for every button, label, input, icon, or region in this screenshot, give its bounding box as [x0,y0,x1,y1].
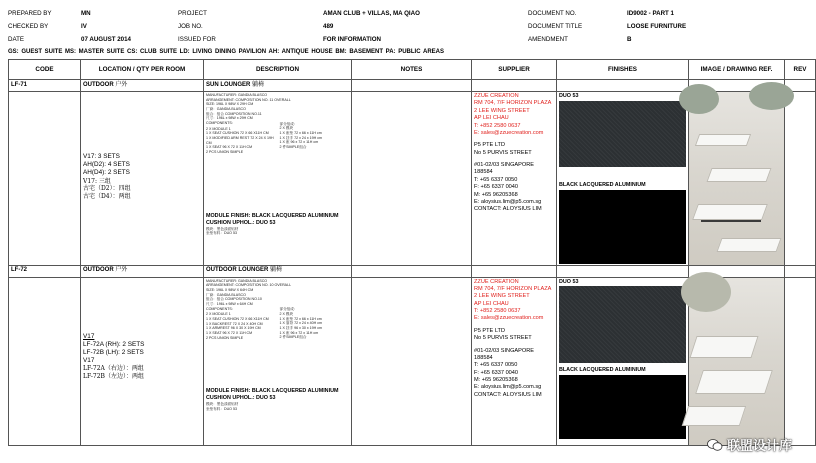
col-header-rev: REV [785,60,816,80]
item-title: OUTDOOR LOUNGER 躺椅 [204,265,352,277]
item-detail-row [9,92,816,266]
aluminium-swatch [559,190,686,264]
date-label: DATE [8,36,25,43]
item-title: SUN LOUNGER 躺椅 [204,80,352,92]
cushion-upholstery: CUSHION UPHOL.: DUO 53 [206,219,276,226]
fabric-swatch [559,286,686,363]
date-value: 07 AUGUST 2014 [81,36,131,43]
item-detail-row [9,277,816,445]
project-value: AMAN CLUB + VILLAS, MA QIAO [323,10,420,17]
item-notes [352,277,472,445]
aluminium-swatch [559,375,686,439]
col-header-location: LOCATION / QTY PER ROOM [81,60,204,80]
outdoor-lounger-photo [689,278,784,445]
module-finish: MODULE FINISH: BLACK LACQUERED ALUMINIUM [206,212,339,219]
item-qty: V17 LF-72A (RH): 2 SETS LF-72B (LH): 2 SETS V17 LF-72A（右边）：两组 LF-72B（左边）：两组 [81,277,204,445]
checked-by-label: CHECKED BY [8,23,49,30]
item-qty: V17: 3 SETS AH(D2): 4 SETS AH(D4): 2 SETS V17: 三组 古宅（D2）：四组 古宅（D4）：两组 [81,92,204,266]
module-finish: MODULE FINISH: BLACK LACQUERED ALUMINIUM [206,388,339,395]
item-description: MANUFACTURER: GANDIA BLASCO ARRANGEMENT: COMPOSITION NO. 10 OVERALL SIZE: 196L X 98W X 64H CM 厂商：GANDIA BLASCO 组合：组合 COMPOSITION NO.10 尺寸：196L x 98W x 64H CM COMPONENTS: 2 X MODULE 1 1 X SEAT CUSHION 72 X 66 X11H CM 1 X BACKREST 72 X 24 X 40H CM 1 X ARMREST 96 X 30 X 19H CM 1 X SEAT 96 X 72 X 11H CM 2 PCS UNION SIMPLE 部分组成: 2 X 模块 1 X 座垫 72 x 66 x 11H cm 1 X 靠背 72 x 24 x 40H cm 1 X 扶手 96 x 30 x 19H cm 1 X 座 96 x 72 x 11H cm 2 件SIMPLE组合 MODULE FINISH: BLACK LACQUERED ALUMINIUM CUSHION UPHOL.: DUO 53 模块：黑色漆面铝材 坐垫布料：DUO 53 [204,277,352,445]
item-location: OUTDOOR 户外 [81,80,204,92]
document-title-label: DOCUMENT TITLE [528,23,583,30]
amendment-value: B [627,36,632,43]
item-notes [352,92,472,266]
document-title-value: LOOSE FURNITURE [627,23,687,30]
watermark-text: 联盟设计库 [726,438,792,453]
checked-by-value: IV [81,23,87,30]
item-supplier: ZZUE CREATION RM 704, 7/F HORIZON PLAZA 2 LEE WING STREET AP LEI CHAU T: +852 2580 0637 E: sales@zzuecreation.com P5 PTE LTD No 5 PURVIS STREET #01-02/03 SINGAPORE 188584 T: +65 6337 0050 F: +65 6337 0040 M: +65 96205368 E: aloysius.lim@p5.com.sg CONTACT: ALOYSIUS LIM [472,92,557,266]
prepared-by-label: PREPARED BY [8,10,52,17]
col-header-finishes: FINISHES [557,60,689,80]
furniture-schedule-table [8,59,816,446]
issued-for-value: FOR INFORMATION [323,36,381,43]
amendment-label: AMENDMENT [528,36,568,43]
document-no-value: ID9002 - PART 1 [627,10,674,17]
item-image [689,277,785,445]
item-rev [785,92,816,266]
col-header-code: CODE [9,60,81,80]
item-code: LF-72 [9,265,81,277]
item-rev [785,277,816,445]
abbreviation-legend: GS: GUEST SUITE MS: MASTER SUITE CS: CLUB SUITE LD: LIVING DINING PAVILION AH: ANTIQUE HOUSE BM: BASEMENT PA: PUBLIC AREAS [8,49,445,55]
fabric-swatch [559,101,686,167]
col-header-description: DESCRIPTION [204,60,352,80]
watermark [707,435,792,454]
issued-for-label: ISSUED FOR [178,36,216,43]
job-no-value: 489 [323,23,334,30]
table-header-row [9,60,816,80]
sun-lounger-photo [689,92,784,265]
project-label: PROJECT [178,10,207,17]
item-finishes: DUO 53 BLACK LACQUERED ALUMINIUM [557,277,689,445]
item-supplier: ZZUE CREATION RM 704, 7/F HORIZON PLAZA 2 LEE WING STREET AP LEI CHAU T: +852 2580 0637 E: sales@zzuecreation.com P5 PTE LTD No 5 PURVIS STREET #01-02/03 SINGAPORE 188584 T: +65 6337 0050 F: +65 6337 0040 M: +65 96205368 E: aloysius.lim@p5.com.sg CONTACT: ALOYSIUS LIM [472,277,557,445]
prepared-by-value: MN [81,10,91,17]
col-header-notes: NOTES [352,60,472,80]
item-finishes: DUO 53 BLACK LACQUERED ALUMINIUM [557,92,689,266]
cushion-upholstery: CUSHION UPHOL.: DUO 53 [206,395,276,402]
wechat-icon [707,438,723,452]
item-code: LF-71 [9,80,81,92]
document-no-label: DOCUMENT NO. [528,10,577,17]
col-header-image: IMAGE / DRAWING REF. [689,60,785,80]
col-header-supplier: SUPPLIER [472,60,557,80]
item-location: OUTDOOR 户外 [81,265,204,277]
item-image [689,92,785,266]
job-no-label: JOB NO. [178,23,203,30]
item-description: MANUFACTURER: GANDIA BLASCO ARRANGEMENT: COMPOSITION NO. 11 OVERALL SIZE: 196L X 98W X 29H CM 厂商：GANDIA BLASCO 组合：组合 COMPOSITION NO.11 尺寸：196L x 98W x 29H CM COMPONENTS: 2 X MODULE 1 1 X SEAT CUSHION 72 X 66 X11H CM 1 X MODIFIED ARM REST 72 X 24 X 19H CM 1 X SEAT 96 X 72 X 11H CM 2 PCS UNION SIMPLE 部分组成: 2 X 模块 1 X 座垫 72 x 66 x 11H cm 1 X 扶手 72 x 24 x 19H cm 1 X 座 96 x 72 x 11H cm 2 件SIMPLE组合 MODULE FINISH: BLACK LACQUERED ALUMINIUM CUSHION UPHOL.: DUO 53 模块：黑色漆面铝材 坐垫布料：DUO 53 [204,92,352,266]
